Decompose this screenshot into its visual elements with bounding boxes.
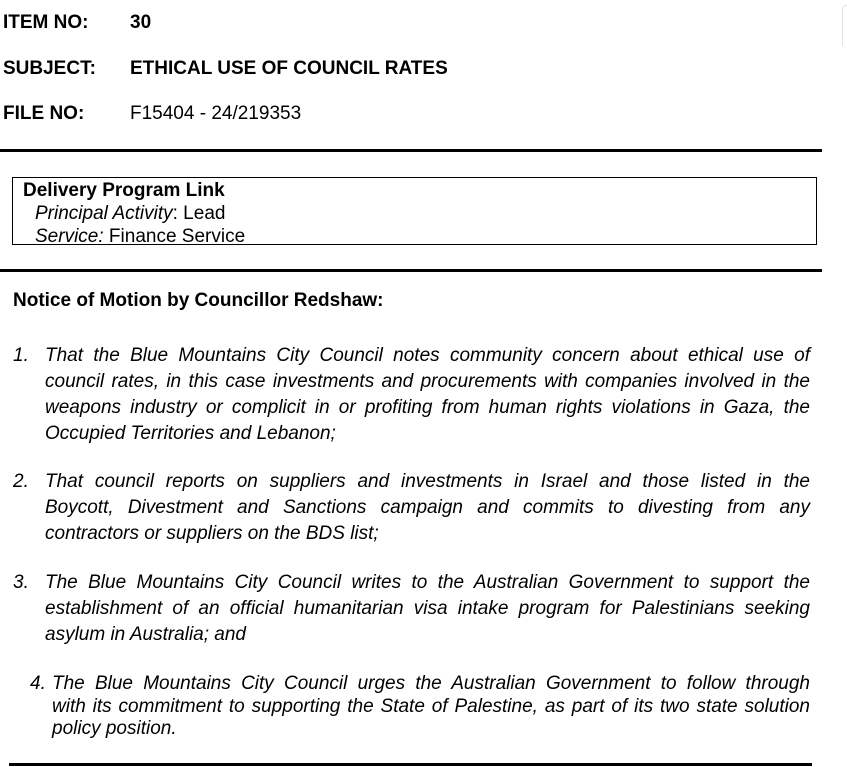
- motion-item-2-number: 2.: [13, 471, 29, 492]
- motion-item-3-line-2: establishment of an official humanitarian visa intake program for Palestinians seeking: [45, 598, 810, 619]
- motion-item-3-line-3: asylum in Australia; and: [45, 624, 247, 645]
- motion-item-4-line-1: The Blue Mountains City Council urges the Australian Government to follow through: [52, 673, 810, 694]
- motion-item-1-line-4: Occupied Territories and Lebanon;: [45, 423, 336, 444]
- motion-item-2-line-3: contractors or suppliers on the BDS list;: [45, 523, 379, 544]
- motion-item-2-text: [45, 469, 810, 547]
- item-no-value: 30: [130, 12, 152, 33]
- subject-value: ETHICAL USE OF COUNCIL RATES: [130, 58, 448, 79]
- motion-heading: Notice of Motion by Councillor Redshaw:: [13, 290, 384, 311]
- motion-item-1-number: 1.: [13, 345, 29, 366]
- item-no-label: ITEM NO:: [3, 12, 89, 33]
- motion-item-3-number: 3.: [13, 572, 29, 593]
- motion-item-2-line-1: That council reports on suppliers and investments in Israel and those listed in the: [45, 471, 810, 492]
- motion-item-4: [30, 673, 810, 741]
- principal-activity-label: Principal Activity: [35, 203, 173, 224]
- motion-item-4-line-3: policy position.: [52, 718, 177, 739]
- motion-item-2: [13, 469, 810, 547]
- divider-top: [0, 149, 822, 152]
- subject-label: SUBJECT:: [3, 58, 96, 79]
- motion-item-1-line-2: council rates, in this case investments and procurements with companies involved in the: [45, 371, 810, 392]
- service-value: Finance Service: [103, 226, 246, 247]
- delivery-program-box: [12, 177, 817, 245]
- divider-middle: [0, 269, 822, 272]
- item-no-row: [3, 12, 151, 34]
- file-no-value: F15404 - 24/219353: [130, 103, 302, 124]
- motion-item-4-number: 4.: [30, 673, 46, 694]
- motion-item-3-line-1: The Blue Mountains City Council writes to the Australian Government to support the: [45, 572, 810, 593]
- service-label: Service:: [35, 226, 104, 247]
- file-no-row: [3, 103, 301, 125]
- motion-item-1-line-1: That the Blue Mountains City Council notes community concern about ethical use of: [45, 345, 810, 366]
- divider-bottom: [9, 763, 812, 766]
- motion-item-1: [13, 343, 810, 447]
- file-no-label: FILE NO:: [3, 103, 85, 124]
- motion-item-4-line-2: with its commitment to supporting the State of Palestine, as part of its two state solution: [52, 695, 810, 717]
- principal-activity-row: [13, 202, 816, 225]
- service-row: [13, 225, 816, 248]
- motion-item-1-line-3: weapons industry or complicit in or profiting from human rights violations in Gaza, the: [45, 397, 810, 418]
- motion-item-1-text: [45, 343, 810, 447]
- motion-item-3: [13, 570, 810, 648]
- motion-item-2-line-2: Boycott, Divestment and Sanctions campaign and commits to divesting from any: [45, 497, 810, 518]
- delivery-program-title: Delivery Program Link: [23, 180, 225, 201]
- principal-activity-value: : Lead: [172, 203, 226, 224]
- subject-row: [3, 58, 448, 80]
- scroll-edge-indicator: [842, 5, 847, 46]
- motion-item-3-text: [45, 570, 810, 648]
- motion-item-4-text: [52, 673, 810, 741]
